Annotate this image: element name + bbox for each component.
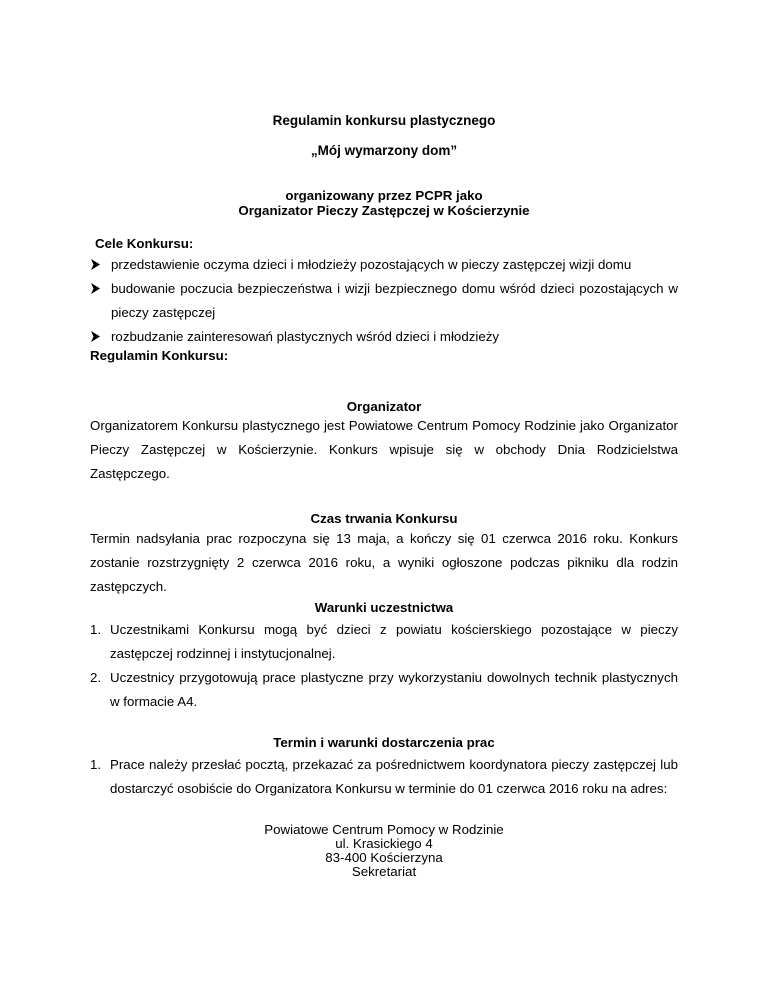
address-block xyxy=(90,823,678,879)
delivery-list xyxy=(90,753,678,801)
address-line-3: 83-400 Kościerzyna xyxy=(325,850,443,865)
organizer-line-2: Organizator Pieczy Zastępczej w Kościerzynie xyxy=(238,203,530,218)
goal-item-text: rozbudzanie zainteresowań plastycznych wśród dzieci i młodzieży xyxy=(111,329,500,344)
page-subtitle: „Mój wymarzony dom” xyxy=(310,143,458,158)
list-item xyxy=(90,618,678,666)
list-item xyxy=(90,753,678,801)
duration-heading: Czas trwania Konkursu xyxy=(310,511,458,526)
address-line-4: Sekretariat xyxy=(351,864,417,879)
participation-heading: Warunki uczestnictwa xyxy=(314,600,454,615)
address-line-2: ul. Krasickiego 4 xyxy=(335,836,433,851)
list-item xyxy=(90,666,678,714)
item-text: Uczestnikami Konkursu mogą być dzieci z powiatu kościerskiego pozostające w pieczy zastępczej rodzinnej i instytucjonalnej. xyxy=(110,622,678,661)
list-item xyxy=(90,253,678,277)
page-title: Regulamin konkursu plastycznego xyxy=(272,113,496,128)
goals-heading: Cele Konkursu: xyxy=(95,236,194,251)
item-number: 1. xyxy=(90,622,102,637)
arrow-bullet-icon xyxy=(90,253,104,270)
item-number: 1. xyxy=(90,757,102,772)
item-text: Uczestnicy przygotowują prace plastyczne przy wykorzystaniu dowolnych technik plastycznych w formacie A4. xyxy=(110,670,678,709)
item-number: 2. xyxy=(90,670,102,685)
goal-item-text: budowanie poczucia bezpieczeństwa i wizji bezpiecznego domu wśród dzieci pozostających w pieczy zastępczej xyxy=(111,281,678,320)
item-text: Prace należy przesłać pocztą, przekazać za pośrednictwem koordynatora pieczy zastępczej lub dostarczyć osobiście do Organizatora Konkursu w terminie do 01 czerwca 2016 roku na adres: xyxy=(110,757,678,796)
address-line-1: Powiatowe Centrum Pomocy w Rodzinie xyxy=(264,822,504,837)
list-item xyxy=(90,277,678,325)
organizer-heading: Organizator xyxy=(346,399,422,414)
delivery-heading: Termin i warunki dostarczenia prac xyxy=(273,735,495,750)
goal-item-text: przedstawienie oczyma dzieci i młodzieży pozostających w pieczy zastępczej wizji domu xyxy=(111,257,632,272)
rules-heading: Regulamin Konkursu: xyxy=(90,348,229,363)
participation-list xyxy=(90,618,678,714)
arrow-bullet-icon xyxy=(90,325,104,342)
arrow-bullet-icon xyxy=(90,277,104,294)
list-item xyxy=(90,325,678,349)
goals-list xyxy=(90,253,678,349)
organizer-line-1: organizowany przez PCPR jako xyxy=(285,188,483,203)
organizer-paragraph: Organizatorem Konkursu plastycznego jest Powiatowe Centrum Pomocy Rodzinie jako Organizator Pieczy Zastępczej w Kościerzynie. Konkurs wpisuje się w obchody Dnia Rodzicielstwa Zastępczego. xyxy=(90,418,678,481)
duration-paragraph: Termin nadsyłania prac rozpoczyna się 13 maja, a kończy się 01 czerwca 2016 roku. Konkurs zostanie rozstrzygnięty 2 czerwca 2016 roku, a wyniki ogłoszone podczas pikniku dla rodzin zastępczych. xyxy=(90,531,678,594)
